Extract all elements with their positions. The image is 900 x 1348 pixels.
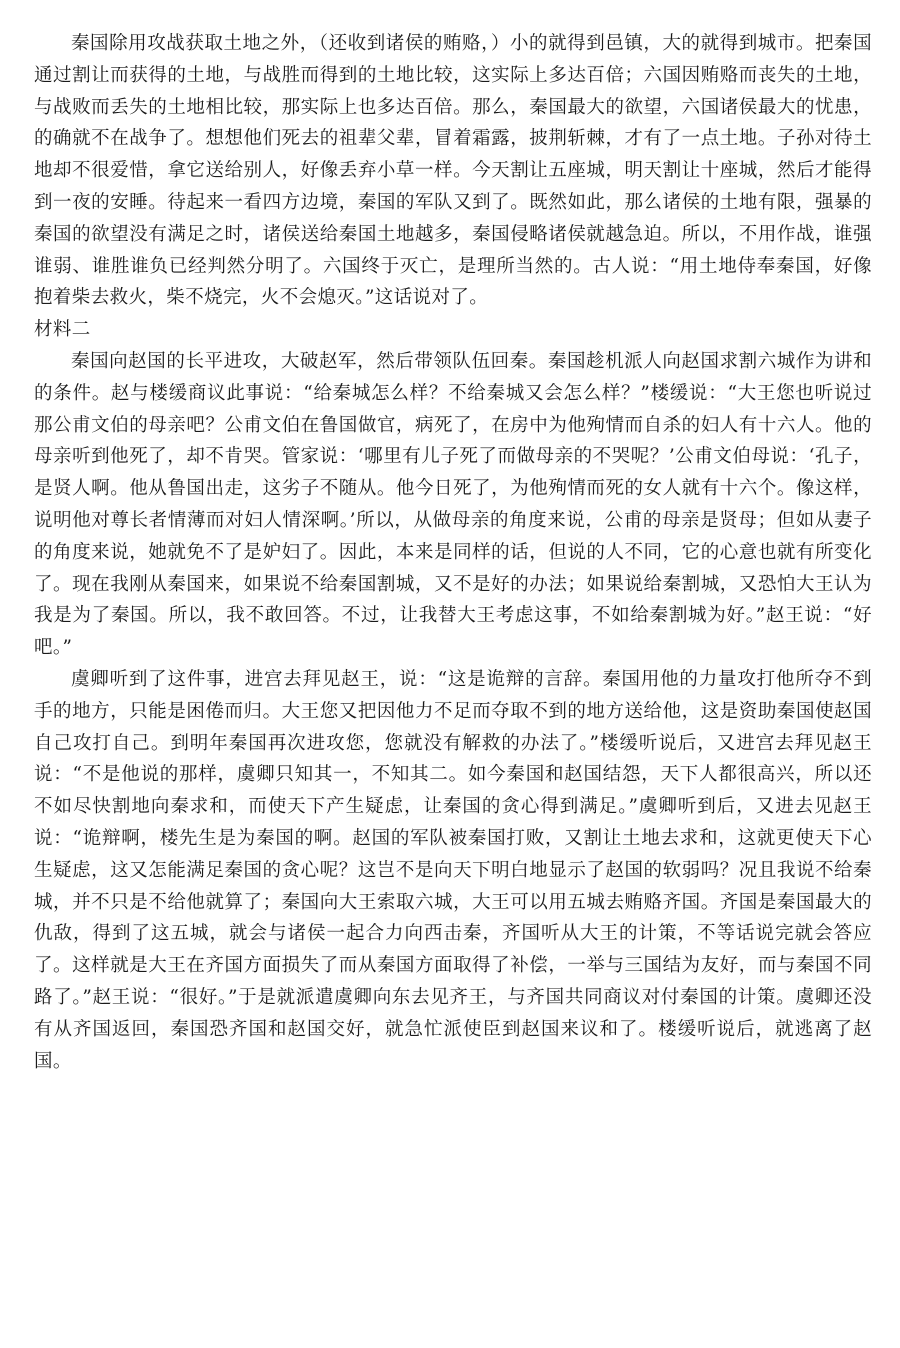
document-body xyxy=(34,28,872,1077)
paragraph-1: 秦国除用攻战获取土地之外，（还收到诸侯的贿赂，）小的就得到邑镇，大的就得到城市。把秦国通过割让而获得的土地，与战胜而得到的土地比较，这实际上多达百倍；六国因贿赂而丧失的土地，与战败而丢失的土地相比较，那实际上也多达百倍。那么，秦国最大的欲望，六国诸侯最大的忧患，的确就不在战争了。想想他们死去的祖辈父辈，冒着霜露，披荆斩棘，才有了一点土地。子孙对待土地却不很爱惜，拿它送给别人，好像丢弃小草一样。今天割让五座城，明天割让十座城，然后才能得到一夜的安睡。待起来一看四方边境，秦国的军队又到了。既然如此，那么诸侯的土地有限，强暴的秦国的欲望没有满足之时，诸侯送给秦国土地越多，秦国侵略诸侯就越急迫。所以，不用作战，谁强谁弱、谁胜谁负已经判然分明了。六国终于灭亡，是理所当然的。古人说：“用土地侍奉秦国，好像抱着柴去救火，柴不烧完，火不会熄灭。”这话说对了。 xyxy=(34,33,872,309)
section-heading-material-2: 材料二 xyxy=(34,319,91,341)
paragraph-3: 虞卿听到了这件事，进宫去拜见赵王，说：“这是诡辩的言辞。秦国用他的力量攻打他所夺不到手的地方，只能是困倦而归。大王您又把因他力不足而夺取不到的地方送给他，这是资助秦国使赵国自己攻打自己。到明年秦国再次进攻您，您就没有解救的办法了。”楼缓听说后，又进宫去拜见赵王说：“不是他说的那样，虞卿只知其一，不知其二。如今秦国和赵国结怨，天下人都很高兴，所以还不如尽快割地向秦求和，而使天下产生疑虑，让秦国的贪心得到满足。”虞卿听到后，又进去见赵王说：“诡辩啊，楼先生是为秦国的啊。赵国的军队被秦国打败，又割让土地去求和，这就更使天下心生疑虑，这又怎能满足秦国的贪心呢？这岂不是向天下明白地显示了赵国的软弱吗？况且我说不给秦城，并不只是不给他就算了；秦国向大王索取六城，大王可以用五城去贿赂齐国。齐国是秦国最大的仇敌，得到了这五城，就会与诸侯一起合力向西击秦，齐国听从大王的计策，不等话说完就会答应了。这样就是大王在齐国方面损失了而从秦国方面取得了补偿，一举与三国结为友好，而与秦国不同路了。”赵王说：“很好。”于是就派遣虞卿向东去见齐王，与齐国共同商议对付秦国的计策。虞卿还没有从齐国返回，秦国恐齐国和赵国交好，就急忙派使臣到赵国来议和了。楼缓听说后，就逃离了赵国。 xyxy=(34,668,872,1072)
paragraph-2: 秦国向赵国的长平进攻，大破赵军，然后带领队伍回秦。秦国趁机派人向赵国求割六城作为讲和的条件。赵与楼缓商议此事说：“给秦城怎么样？不给秦城又会怎么样？”楼缓说：“大王您也听说过那公甫文伯的母亲吧？公甫文伯在鲁国做官，病死了，在房中为他殉情而自杀的妇人有十六人。他的母亲听到他死了，却不肯哭。管家说：‘哪里有儿子死了而做母亲的不哭呢？’公甫文伯母说：‘孔子，是贤人啊。他从鲁国出走，这劣子不随从。他今日死了，为他殉情而死的女人就有十六个。像这样，说明他对尊长者情薄而对妇人情深啊。’所以，从做母亲的角度来说，公甫的母亲是贤母；但如从妻子的角度来说，她就免不了是妒妇了。因此，本来是同样的话，但说的人不同，它的心意也就有所变化了。现在我刚从秦国来，如果说不给秦国割城，又不是好的办法；如果说给秦割城，又恐怕大王认为我是为了秦国。所以，我不敢回答。不过，让我替大王考虑这事，不如给秦割城为好。”赵王说：“好吧。” xyxy=(34,350,872,659)
